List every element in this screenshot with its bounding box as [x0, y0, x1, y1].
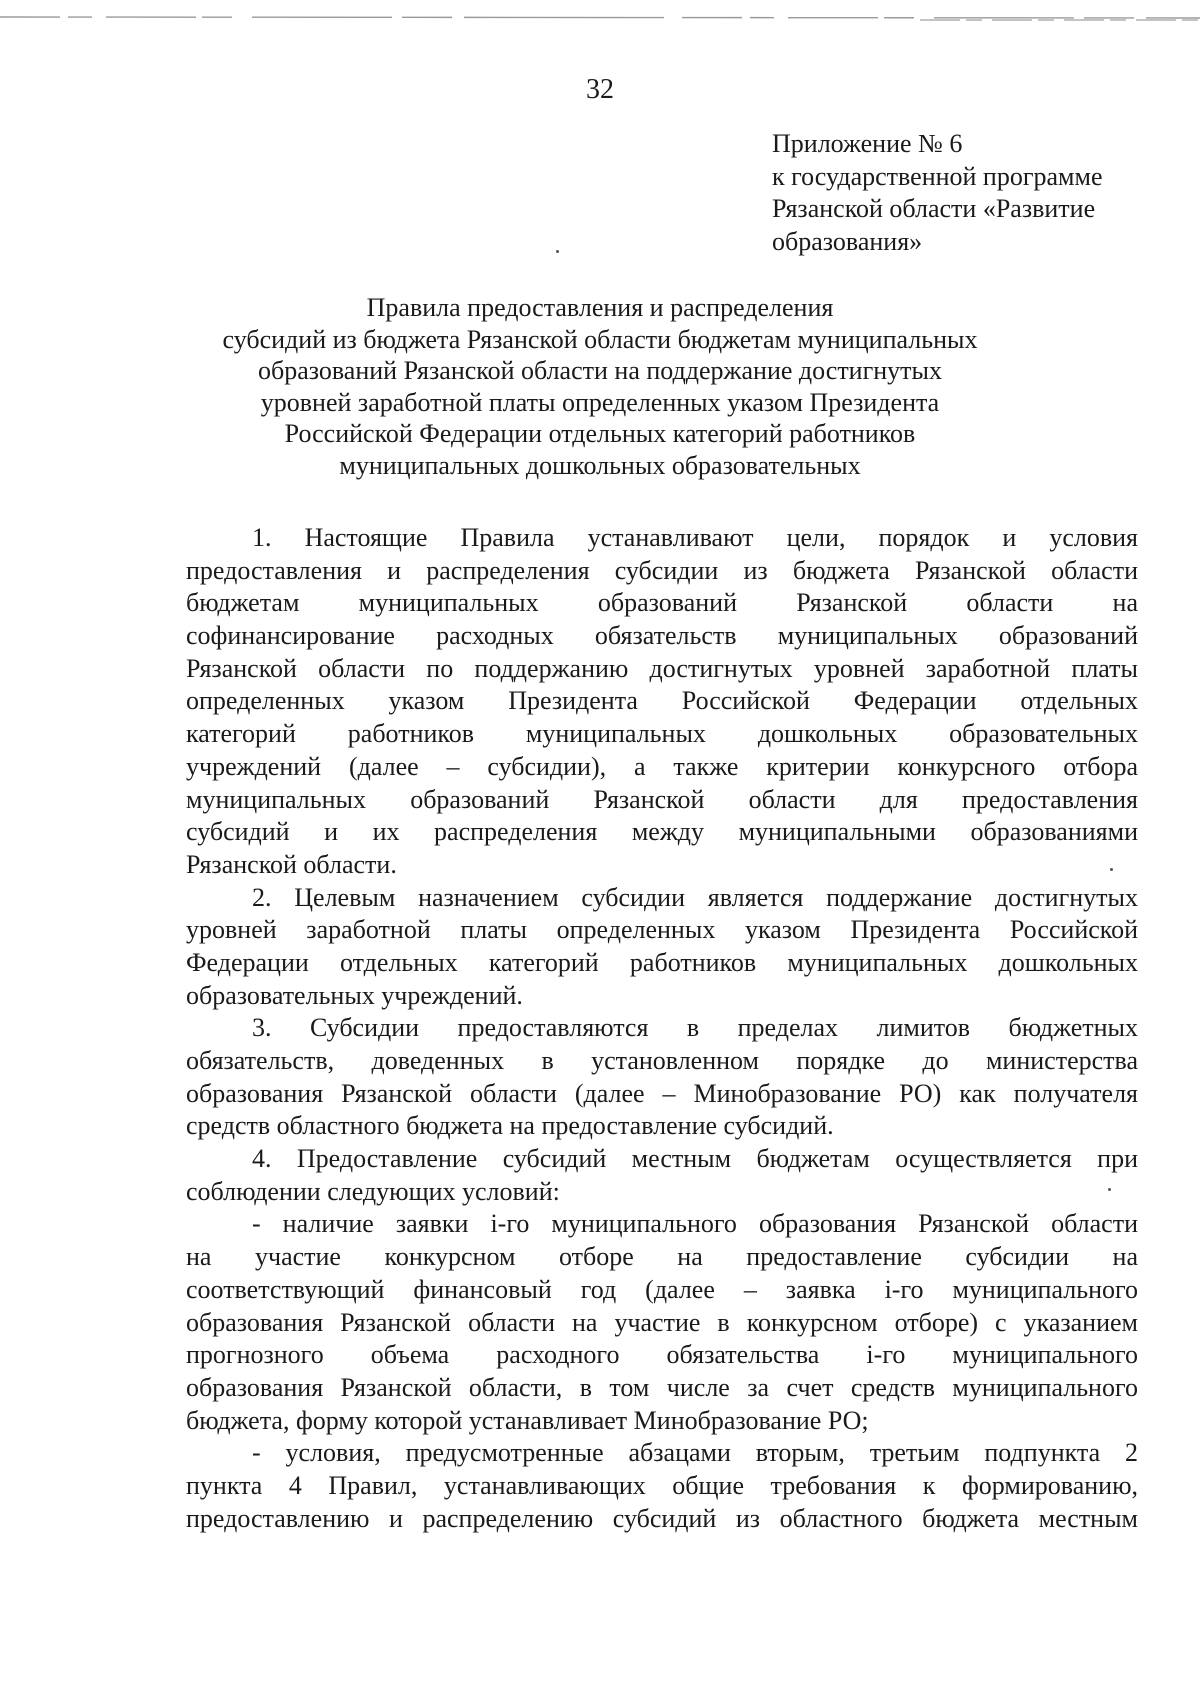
appendix-line: Рязанской области «Развитие	[772, 194, 1096, 223]
title-line: Российской Федерации отдельных категорий работников	[284, 419, 916, 448]
title-line: уровней заработной платы определенных указом Президента	[260, 387, 940, 417]
body-line: субсидий и их распределения между муниципальными образованиями	[186, 817, 1138, 847]
body-line: Федерации отдельных категорий работников муниципальных дошкольных	[186, 947, 1138, 977]
body-line: - наличие заявки i-го муниципального образования Рязанской области	[252, 1209, 1138, 1239]
title-line: муниципальных дошкольных образовательных	[339, 450, 861, 480]
body-line: образования Рязанской области (далее – Минобразование РО) как получателя	[186, 1078, 1138, 1108]
document-body	[186, 522, 1138, 1535]
body-line: образовательных учреждений.	[186, 980, 523, 1010]
document-title	[0, 292, 1200, 481]
body-line: - условия, предусмотренные абзацами вторым, третьим подпункта 2	[252, 1438, 1138, 1468]
title-line: субсидий из бюджета Рязанской области бюджетам муниципальных	[222, 324, 978, 354]
scan-edge-marks	[0, 14, 1200, 24]
body-line: бюджета, форму которой устанавливает Минобразование РО;	[186, 1405, 869, 1435]
body-line: 1. Настоящие Правила устанавливают цели, порядок и условия	[252, 523, 1138, 552]
body-line: категорий работников муниципальных дошкольных образовательных	[186, 719, 1138, 749]
body-line: предоставления и распределения субсидии из бюджета Рязанской области	[186, 555, 1138, 585]
body-line: обязательств, доведенных в установленном порядке до министерства	[186, 1046, 1138, 1075]
body-line: 3. Субсидии предоставляются в пределах лимитов бюджетных	[252, 1013, 1138, 1043]
body-line: уровней заработной платы определенных указом Президента Российской	[186, 915, 1138, 945]
page-number: 32	[586, 74, 614, 105]
body-line: учреждений (далее – субсидии), а также критерии конкурсного отбора	[186, 751, 1138, 781]
body-line: предоставлению и распределению субсидий из областного бюджета местным	[186, 1503, 1138, 1533]
body-line: 4. Предоставление субсидий местным бюджетам осуществляется при	[252, 1144, 1138, 1174]
title-line: образований Рязанской области на поддержание достигнутых	[257, 356, 943, 385]
scan-speck	[1108, 1188, 1111, 1191]
body-line: соответствующий финансовый год (далее – заявка i-го муниципального	[186, 1274, 1138, 1304]
body-line: Рязанской области по поддержанию достигнутых уровней заработной платы	[186, 653, 1138, 683]
body-line: определенных указом Президента Российской Федерации отдельных	[186, 686, 1138, 716]
body-line: прогнозного объема расходного обязательства i-го муниципального	[186, 1340, 1138, 1370]
appendix-line: Приложение № 6	[772, 129, 963, 158]
body-line: Рязанской области.	[186, 849, 397, 879]
body-line: соблюдении следующих условий:	[186, 1176, 560, 1206]
body-line: образования Рязанской области на участие в конкурсном отборе) с указанием	[186, 1307, 1138, 1337]
scan-speck	[1110, 868, 1113, 871]
body-line: муниципальных образований Рязанской области для предоставления	[186, 784, 1138, 814]
body-line: пункта 4 Правил, устанавливающих общие требования к формированию,	[186, 1470, 1138, 1500]
title-line: Правила предоставления и распределения	[366, 293, 834, 322]
body-line: 2. Целевым назначением субсидии является поддержание достигнутых	[252, 882, 1138, 912]
body-line: средств областного бюджета на предоставление субсидий.	[186, 1111, 834, 1141]
body-line: образования Рязанской области, в том числе за счет средств муниципального	[186, 1372, 1138, 1402]
body-line: бюджетам муниципальных образований Рязанской области на	[186, 588, 1138, 618]
scan-speck	[556, 250, 559, 253]
body-line: на участие конкурсном отборе на предоставление субсидии на	[186, 1242, 1138, 1272]
appendix-line: образования»	[772, 226, 923, 256]
appendix-block	[772, 128, 1172, 258]
appendix-line: к государственной программе	[772, 161, 1103, 191]
body-line: софинансирование расходных обязательств муниципальных образований	[186, 621, 1138, 651]
